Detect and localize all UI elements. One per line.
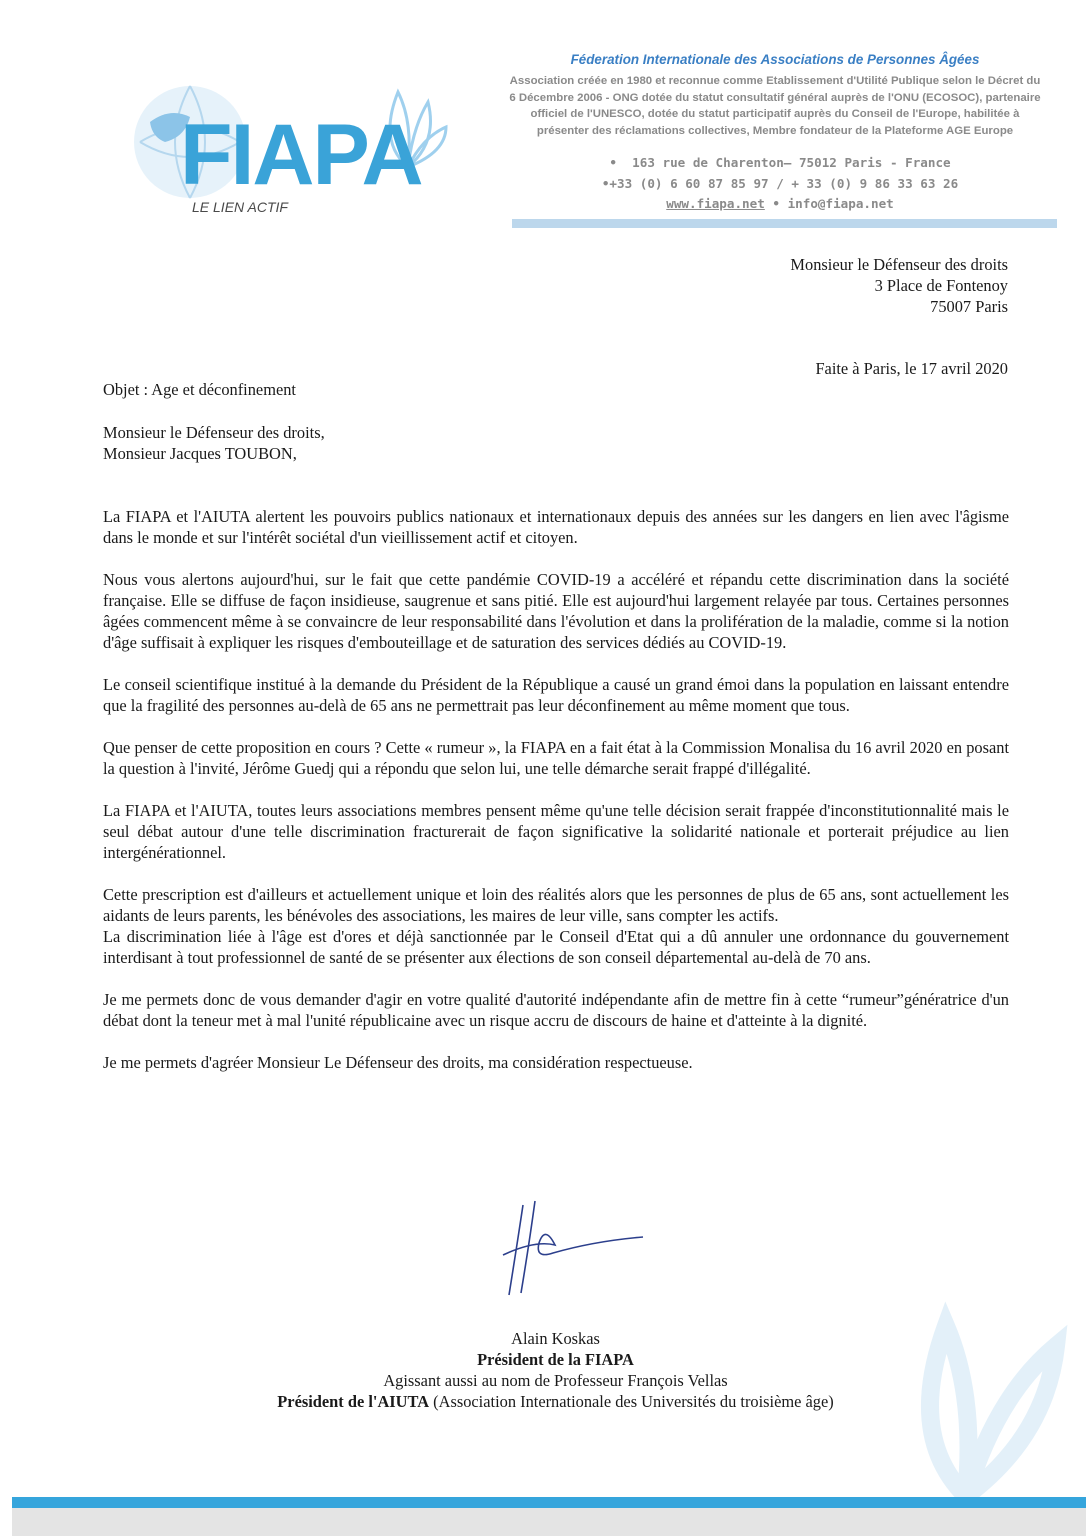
recipient-address (790, 254, 1008, 317)
paragraph: Le conseil scientifique institué à la demande du Président de la République a causé un grand émoi dans la population en laissant entendre que la fragilité des personnes au-delà de 65 ans ne permettrait pas leur déconfinement au même moment que tous. (103, 675, 1009, 715)
lotus-watermark-icon (846, 1286, 1086, 1506)
letter-subject: Objet : Age et déconfinement (103, 380, 296, 399)
letter-date: Faite à Paris, le 17 avril 2020 (815, 359, 1008, 378)
paragraph: Cette prescription est d'ailleurs et actuellement unique et loin des réalités alors que les personnes de plus de 65 ans, sont actuellement les aidants de leurs parents, les bénévoles des associations, les maires de leur ville, sans compter les actifs. (103, 885, 1009, 925)
paragraph: La discrimination liée à l'âge est d'ores et déjà sanctionnée par le Conseil d'Etat qui a dû annuler une ordonnance du gouvernement interdisant à tout professionnel de santé de se présenter aux élections de son conseil départemental au-delà de 70 ans. (103, 927, 1009, 967)
org-desc-line: Association créée en 1980 et reconnue comme Etablissement d'Utilité Publique selon le Décret du (509, 75, 1041, 87)
salutation-line: Monsieur le Défenseur des droits, (103, 423, 325, 442)
address-line (510, 153, 1050, 174)
handwritten-signature (495, 1195, 655, 1305)
salutation-line: Monsieur Jacques TOUBON, (103, 444, 297, 463)
org-description (500, 73, 1050, 139)
logo-wordmark: FIAPA (180, 107, 422, 203)
bullet: • (601, 175, 610, 191)
recipient-line: Monsieur le Défenseur des droits (790, 255, 1008, 274)
website-link[interactable]: www.fiapa.net (666, 196, 765, 211)
letter-body (103, 506, 1009, 1094)
recipient-line: 75007 Paris (930, 297, 1008, 316)
header-divider (512, 219, 1057, 228)
signer-title: Président de la FIAPA (477, 1350, 634, 1369)
org-title: Féderation Internationale des Associations de Personnes Âgées (570, 52, 980, 67)
org-info (500, 52, 1050, 139)
footer-band (12, 1508, 1086, 1536)
signer-name: Alain Koskas (511, 1329, 600, 1348)
address: 163 rue de Charenton– 75012 Paris - France (632, 155, 951, 170)
salutation (103, 422, 325, 464)
org-desc-line: officiel de l'UNESCO, dotée du statut participatif auprès du Conseil de l'Europe, habilitée à (530, 108, 1020, 121)
footer-bar (12, 1497, 1086, 1508)
paragraph: La FIAPA et l'AIUTA alertent les pouvoirs publics nationaux et internationaux depuis des années sur les dangers en lien avec l'âgisme dans le monde et sur l'intérêt sociétal d'un vieillissement actif et citoyen. (103, 507, 1009, 547)
email: info@fiapa.net (787, 196, 894, 211)
web-line (510, 194, 1050, 215)
logo-tagline: LE LIEN ACTIF (192, 199, 288, 215)
bullet: • (609, 155, 617, 170)
signer-acting: Agissant aussi au nom de Professeur François Vellas (383, 1371, 728, 1390)
phone-numbers: +33 (0) 6 60 87 85 97 / + 33 (0) 9 86 33 63 26 (609, 175, 959, 191)
phone-line (510, 174, 1050, 195)
fiapa-logo (130, 82, 460, 222)
org-desc-line: 6 Décembre 2006 - ONG dotée du statut consultatif général auprès de l'ONU (ECOSOC), partenaire (509, 91, 1041, 104)
paragraph: Que penser de cette proposition en cours ? Cette « rumeur », la FIAPA en a fait état à la Commission Monalisa du 16 avril 2020 en posant la question à l'invité, Jérôme Guedj qui a répondu que selon lui, une telle démarche serait frappé d'illégalité. (103, 738, 1009, 778)
contact-block (510, 153, 1050, 215)
bullet: • (772, 196, 780, 211)
org-desc-line: présenter des réclamations collectives, Membre fondateur de la Plateforme AGE Europe (536, 124, 1014, 137)
signer-title-2-bold: Président de l'AIUTA (277, 1392, 430, 1411)
paragraph: Je me permets donc de vous demander d'agir en votre qualité d'autorité indépendante afin de mettre fin à cette “rumeur”génératrice d'un débat dont la teneur met à mal l'unité républicaine avec un risque accru de discours de haine et d'atteinte à la dignité. (103, 990, 1009, 1030)
paragraph: Je me permets d'agréer Monsieur Le Défenseur des droits, ma considération respectueuse. (103, 1053, 693, 1072)
paragraph: La FIAPA et l'AIUTA, toutes leurs associations membres pensent même qu'une telle décision serait frappée d'inconstitutionnalité mais le seul débat autour d'une telle discrimination fracturerait de façon significative la solidarité nationale et porterait préjudice au lien intergénérationnel. (103, 801, 1009, 862)
signer-title-2-rest: (Association Internationale des Universités du troisième âge) (429, 1392, 834, 1411)
paragraph: Nous vous alertons aujourd'hui, sur le fait que cette pandémie COVID-19 a accéléré et répandu cette discrimination dans la société française. Elle se diffuse de façon insidieuse, saugrenue et sans pitié. Elle est aujourd'hui largement relayée par tous. Certaines personnes âgées commencent même à se convaincre de leur responsabilité dans l'évolution et dans la prolifération de la maladie, comme si la notion d'âge suffisait à expliquer les risques d'embouteillage et de saturation des services dédiés au COVID-19. (103, 570, 1009, 652)
recipient-line: 3 Place de Fontenoy (874, 276, 1008, 295)
